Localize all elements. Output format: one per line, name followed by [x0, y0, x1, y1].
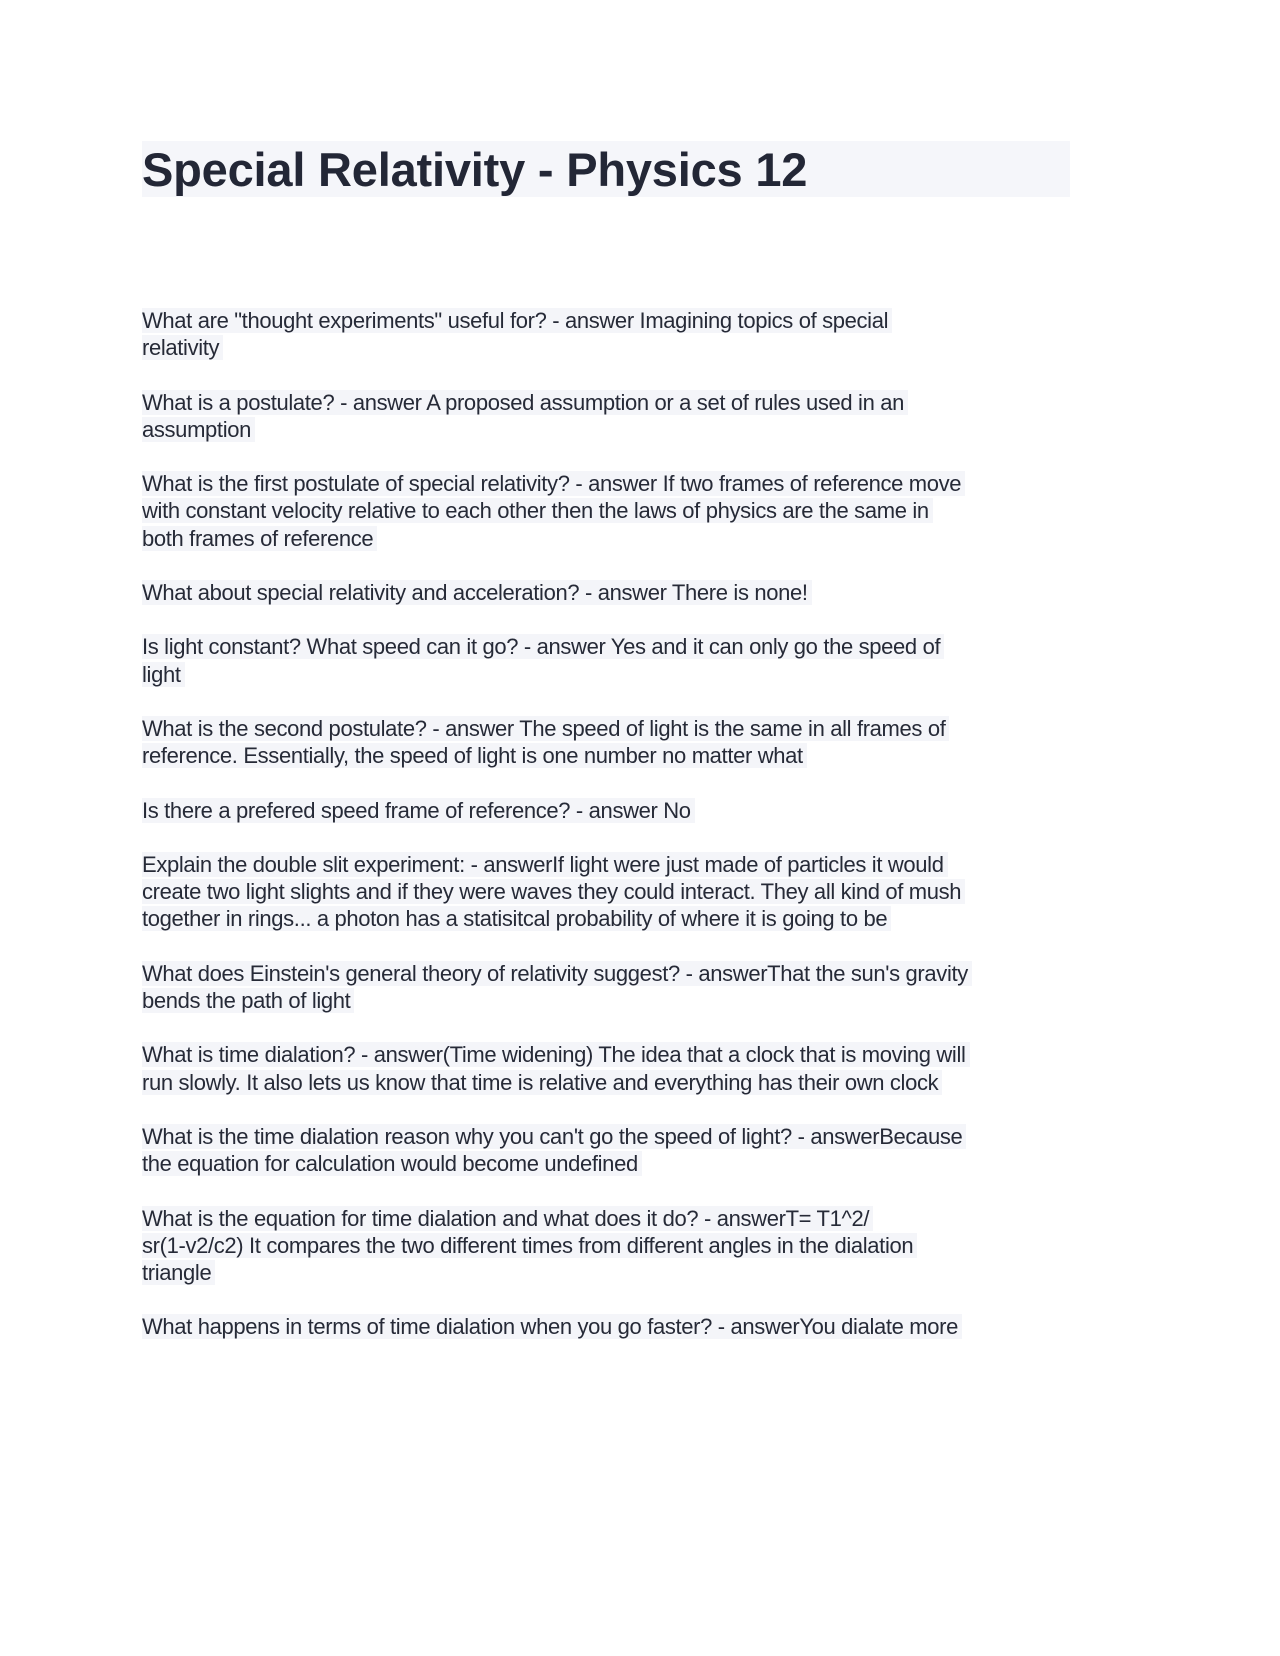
- qa-line-text: What is a postulate? - answer A proposed assumption or a set of rules used in an: [142, 390, 908, 415]
- qa-line: [142, 742, 1082, 769]
- qa-item: [142, 1123, 1082, 1178]
- qa-line: [142, 1123, 1082, 1150]
- qa-line-text: What is time dialation? - answer(Time widening) The idea that a clock that is moving will: [142, 1042, 970, 1067]
- qa-line: [142, 416, 1082, 443]
- qa-line-text: create two light slights and if they were waves they could interact. They all kind of mush: [142, 879, 965, 904]
- qa-item: [142, 715, 1082, 770]
- qa-item: [142, 633, 1082, 688]
- qa-line-text: reference. Essentially, the speed of light is one number no matter what: [142, 743, 807, 768]
- qa-line: [142, 661, 1082, 688]
- qa-line: [142, 1069, 1082, 1096]
- qa-line-text: light: [142, 662, 185, 687]
- qa-line-text: run slowly. It also lets us know that time is relative and everything has their own clock: [142, 1070, 942, 1095]
- qa-line: [142, 334, 1082, 361]
- document-title: Special Relativity - Physics 12: [142, 143, 808, 196]
- qa-line-text: What is the time dialation reason why you can't go the speed of light? - answerBecause: [142, 1124, 966, 1149]
- qa-line: [142, 1313, 1082, 1340]
- qa-line-text: What are "thought experiments" useful for? - answer Imagining topics of special: [142, 308, 892, 333]
- qa-line-text: What is the equation for time dialation and what does it do? - answerT= T1^2/: [142, 1206, 873, 1231]
- qa-item: [142, 1205, 1082, 1287]
- qa-line: [142, 633, 1082, 660]
- qa-list: [142, 307, 1082, 1368]
- qa-line-text: What happens in terms of time dialation when you go faster? - answerYou dialate more: [142, 1314, 962, 1339]
- qa-line: [142, 1041, 1082, 1068]
- qa-item: [142, 797, 1082, 824]
- qa-line-text: sr(1-v2/c2) It compares the two different times from different angles in the dialation: [142, 1233, 917, 1258]
- qa-line: [142, 905, 1082, 932]
- document-title-block: [142, 141, 1070, 197]
- qa-line: [142, 1205, 1082, 1232]
- qa-line-text: Explain the double slit experiment: - answerIf light were just made of particles it would: [142, 852, 948, 877]
- qa-line: [142, 960, 1082, 987]
- qa-item: [142, 579, 1082, 606]
- qa-line: [142, 797, 1082, 824]
- qa-line-text: the equation for calculation would become undefined: [142, 1151, 642, 1176]
- qa-line: [142, 987, 1082, 1014]
- qa-line: [142, 715, 1082, 742]
- qa-item: [142, 307, 1082, 362]
- qa-item: [142, 1041, 1082, 1096]
- qa-line: [142, 389, 1082, 416]
- qa-line-text: Is there a prefered speed frame of reference? - answer No: [142, 798, 695, 823]
- qa-line-text: relativity: [142, 335, 223, 360]
- qa-line-text: What is the first postulate of special relativity? - answer If two frames of reference move: [142, 471, 965, 496]
- qa-line: [142, 1150, 1082, 1177]
- qa-line: [142, 1259, 1082, 1286]
- qa-line-text: What about special relativity and acceleration? - answer There is none!: [142, 580, 812, 605]
- qa-line: [142, 851, 1082, 878]
- qa-line-text: What is the second postulate? - answer The speed of light is the same in all frames of: [142, 716, 949, 741]
- qa-item: [142, 1313, 1082, 1340]
- qa-line: [142, 1232, 1082, 1259]
- qa-line-text: triangle: [142, 1260, 215, 1285]
- qa-item: [142, 851, 1082, 933]
- qa-line: [142, 878, 1082, 905]
- qa-line: [142, 579, 1082, 606]
- qa-line: [142, 525, 1082, 552]
- qa-line-text: with constant velocity relative to each other then the laws of physics are the same in: [142, 498, 933, 523]
- qa-line-text: bends the path of light: [142, 988, 354, 1013]
- qa-item: [142, 470, 1082, 552]
- qa-item: [142, 960, 1082, 1015]
- qa-line-text: Is light constant? What speed can it go? - answer Yes and it can only go the speed of: [142, 634, 944, 659]
- qa-line: [142, 497, 1082, 524]
- qa-line: [142, 470, 1082, 497]
- qa-line-text: together in rings... a photon has a statisitcal probability of where it is going to be: [142, 906, 891, 931]
- qa-line-text: both frames of reference: [142, 526, 377, 551]
- qa-line: [142, 307, 1082, 334]
- qa-item: [142, 389, 1082, 444]
- qa-line-text: What does Einstein's general theory of relativity suggest? - answerThat the sun's gravity: [142, 961, 972, 986]
- qa-line-text: assumption: [142, 417, 255, 442]
